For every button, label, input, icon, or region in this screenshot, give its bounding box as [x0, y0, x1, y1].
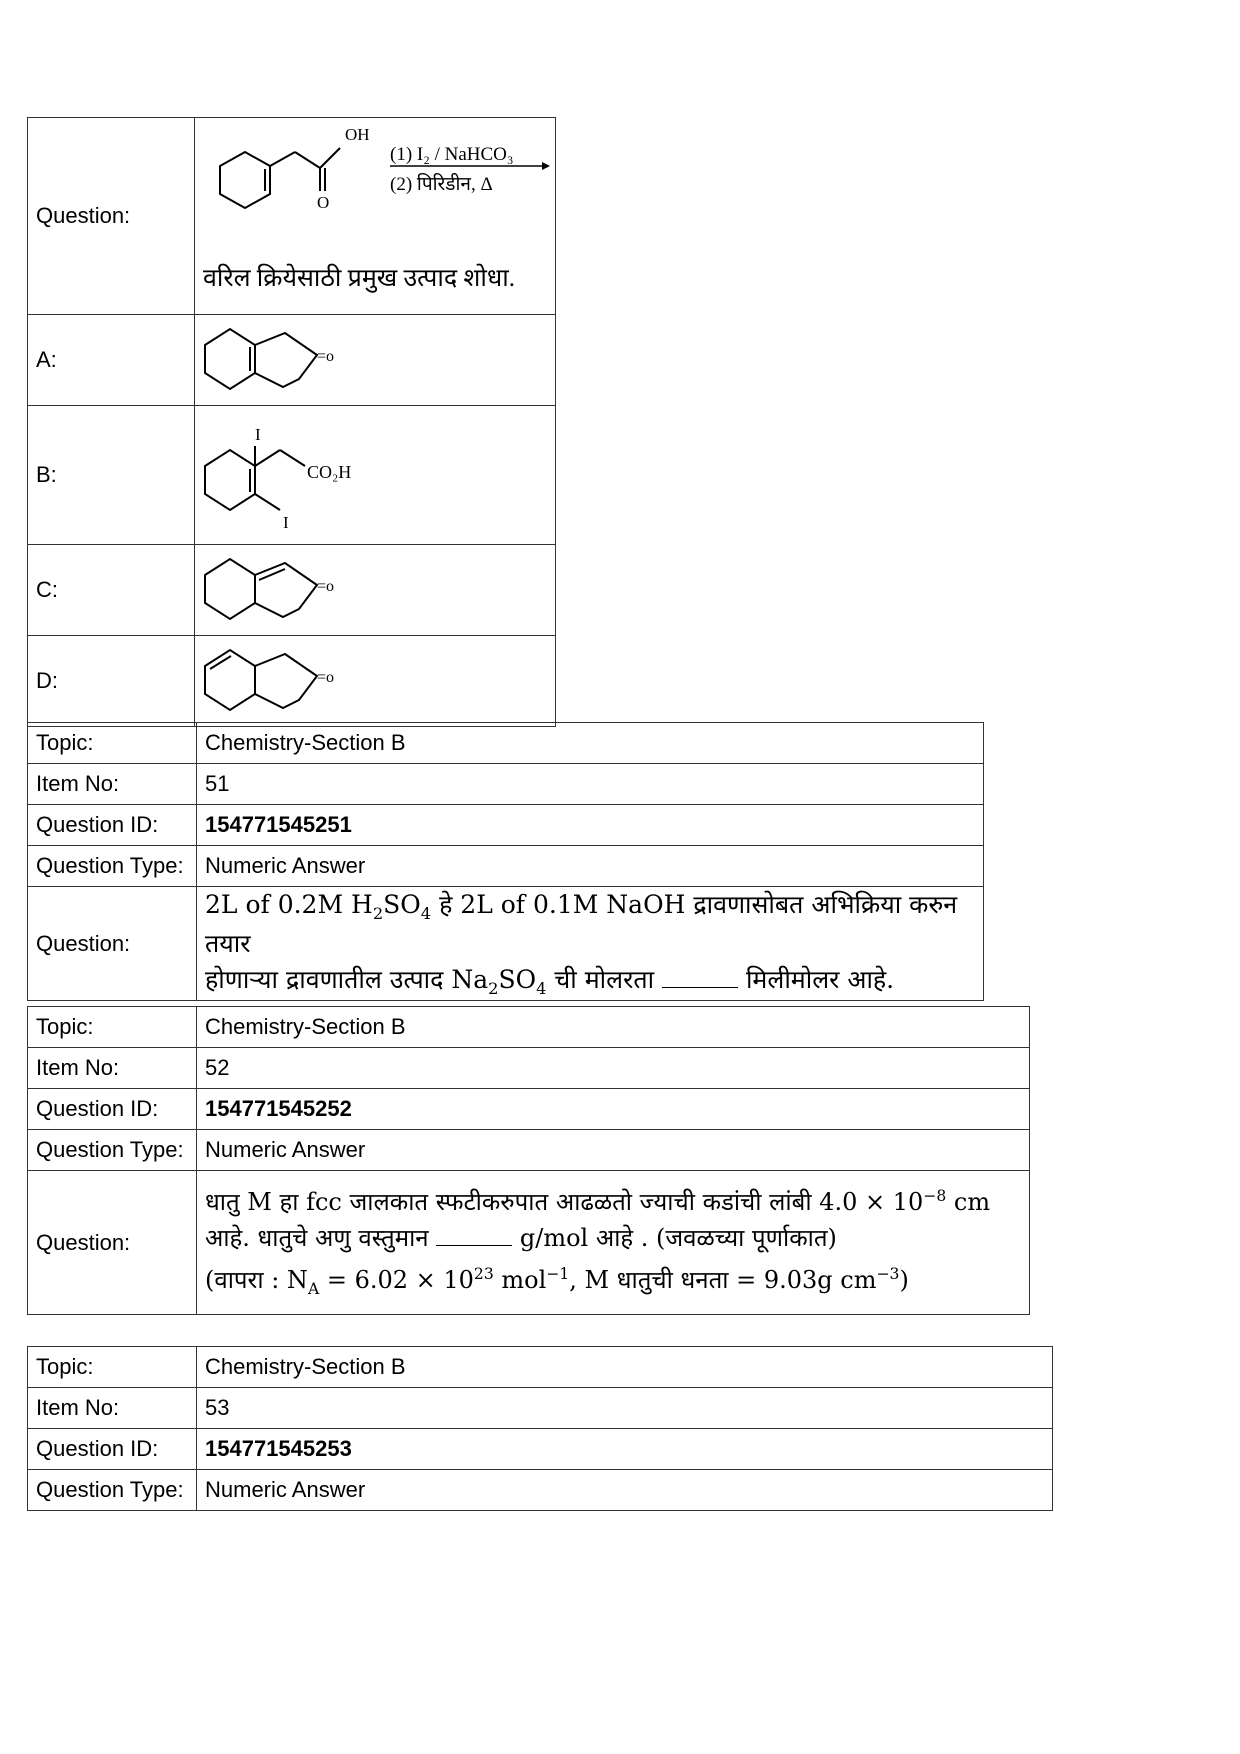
topic-label: Topic: [28, 1007, 197, 1048]
reagent-1: (1) I₂ / NaHCO₃ [390, 144, 514, 165]
answer-blank [436, 1225, 512, 1246]
question-id-label: Question ID: [28, 805, 197, 846]
question-type-value: Numeric Answer [197, 846, 984, 887]
topic-label: Topic: [28, 1347, 197, 1388]
option-c-label: C: [28, 545, 195, 636]
question-label: Question: [28, 118, 195, 315]
question-type-value: Numeric Answer [197, 1130, 1030, 1171]
reaction-scheme [195, 118, 555, 308]
question-52-line-1: धातु M हा fcc जालकात स्फटीकरुपात आढळतो ज्याची कडांची लांबी $4.0 \times 10^{-8}$ cm [205, 1186, 991, 1216]
option-b-molecule [195, 406, 395, 538]
topic-value: Chemistry-Section B [197, 1007, 1030, 1048]
option-b-iodine-top: I [255, 425, 261, 444]
question-52-text [197, 1171, 1030, 1315]
option-c-molecule [195, 545, 375, 629]
cyclohexene-ring [220, 152, 270, 208]
option-d-molecule [195, 636, 375, 720]
topic-value: Chemistry-Section B [197, 1347, 1053, 1388]
question-type-label: Question Type: [28, 846, 197, 887]
oh-label: OH [345, 125, 370, 144]
question-id-label: Question ID: [28, 1429, 197, 1470]
option-a-label: A: [28, 315, 195, 406]
question-50-text: वरिल क्रियेसाठी प्रमुख उत्पाद शोधा. [203, 265, 515, 292]
option-a-molecule [195, 315, 375, 399]
option-a-structure [195, 315, 556, 406]
question-51-table [27, 722, 984, 1001]
reagent-2: (2) पिरिडीन, Δ [390, 174, 493, 195]
topic-value: Chemistry-Section B [197, 723, 984, 764]
option-b-acid: CO₂H [307, 462, 352, 482]
question-id-value: 154771545252 [197, 1089, 1030, 1130]
item-no-label: Item No: [28, 1048, 197, 1089]
question-id-label: Question ID: [28, 1089, 197, 1130]
answer-blank [662, 967, 738, 988]
question-type-label: Question Type: [28, 1130, 197, 1171]
question-id-value: 154771545251 [197, 805, 984, 846]
question-51-line-1: 2L of 0.2M $H_2SO_4$ हे 2L of 0.1M NaOH द्रावणासोबत अभिक्रिया करुन तयार [205, 890, 958, 958]
question-label: Question: [28, 887, 197, 1001]
question-51-text [197, 887, 984, 1001]
question-type-value: Numeric Answer [197, 1470, 1053, 1511]
option-b-iodine-bottom: I [283, 513, 289, 532]
question-53-table [27, 1346, 1053, 1511]
question-label: Question: [28, 1171, 197, 1315]
question-50-table [27, 117, 556, 727]
option-c-structure [195, 545, 556, 636]
o-label: O [317, 193, 330, 212]
item-no-value: 53 [197, 1388, 1053, 1429]
option-d-oxo: =o [317, 669, 335, 686]
question-51-line-2: होणाऱ्या द्रावणातील उत्पाद $Na_2SO_4$ ची मोलरता मिलीमोलर आहे. [205, 964, 895, 998]
option-d-structure [195, 636, 556, 727]
question-52-table [27, 1006, 1030, 1315]
chain-bond-2 [295, 152, 320, 168]
option-b-label: B: [28, 406, 195, 545]
option-a-oxo: =o [317, 348, 335, 365]
option-d-label: D: [28, 636, 195, 727]
question-id-value: 154771545253 [197, 1429, 1053, 1470]
arrow-head [542, 162, 550, 170]
question-52-line-3: (वापरा : $N_A = 6.02 \times 10^{23}$ mol$^{-1}$, M धातुची धनता = 9.03g $cm^{-3}$) [205, 1264, 909, 1298]
question-content [195, 118, 556, 315]
topic-label: Topic: [28, 723, 197, 764]
item-no-value: 51 [197, 764, 984, 805]
oh-bond [320, 148, 340, 168]
option-c-oxo: =o [317, 578, 335, 595]
option-b-structure [195, 406, 556, 545]
item-no-label: Item No: [28, 764, 197, 805]
question-type-label: Question Type: [28, 1470, 197, 1511]
question-52-line-2: आहे. धातुचे अणु वस्तुमान g/mol आहे . (जवळच्या पूर्णाकात) [205, 1223, 837, 1252]
item-no-label: Item No: [28, 1388, 197, 1429]
item-no-value: 52 [197, 1048, 1030, 1089]
chain-bond-1 [270, 152, 295, 166]
